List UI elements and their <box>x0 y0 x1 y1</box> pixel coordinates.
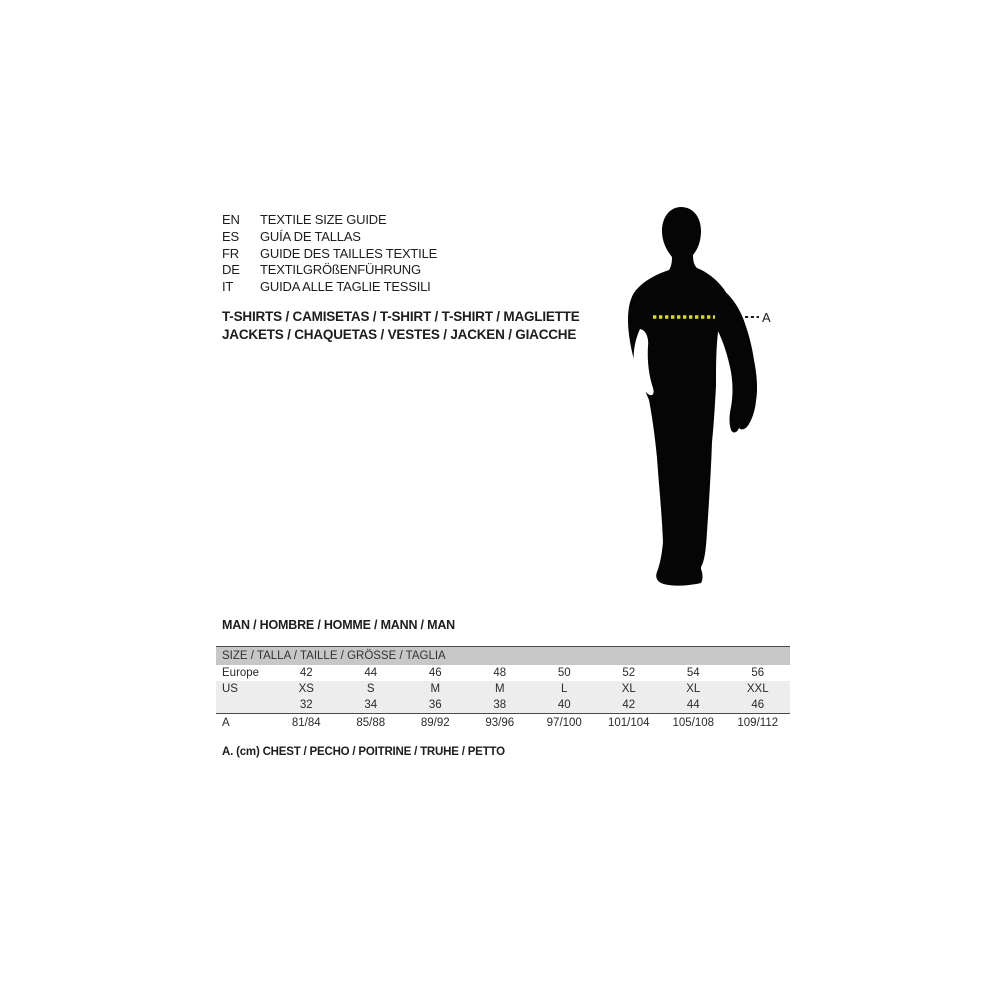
table-row-numeric <box>216 697 790 713</box>
cell: 44 <box>686 698 700 711</box>
language-code: FR <box>222 245 239 261</box>
size-table <box>216 646 790 732</box>
cell: M <box>494 683 505 695</box>
row-label <box>216 697 274 713</box>
cell: 44 <box>364 667 378 679</box>
cell: XL <box>686 683 701 695</box>
cell: 48 <box>493 667 507 679</box>
table-row-us <box>216 681 790 697</box>
language-label: GUÍA DE TALLAS <box>260 228 361 244</box>
category-line-jackets: JACKETS / CHAQUETAS / VESTES / JACKEN / GIACCHE <box>222 327 577 342</box>
cell: 93/96 <box>468 713 533 732</box>
man-silhouette-svg <box>600 190 820 610</box>
language-row-en <box>222 212 437 229</box>
cell: 56 <box>751 667 765 679</box>
cell: 89/92 <box>403 713 468 732</box>
language-code: DE <box>222 262 240 278</box>
language-label: GUIDE DES TAILLES TEXTILE <box>260 245 438 261</box>
cell: 32 <box>299 698 313 711</box>
cell: 42 <box>299 667 313 679</box>
language-row-es <box>222 229 437 246</box>
cell: 46 <box>428 667 442 679</box>
cell: 34 <box>364 698 378 711</box>
size-table-header-row <box>216 647 790 666</box>
silhouette-right-arm <box>714 289 757 432</box>
row-label: US <box>222 683 238 695</box>
man-silhouette-figure <box>600 190 820 610</box>
cell: 97/100 <box>532 713 597 732</box>
cell: XL <box>621 683 636 695</box>
language-row-fr <box>222 246 437 263</box>
language-label: GUIDA ALLE TAGLIE TESSILI <box>260 279 431 295</box>
cell: XS <box>298 683 314 695</box>
cell: 81/84 <box>274 713 339 732</box>
cell: 54 <box>686 667 700 679</box>
cell: 42 <box>622 698 636 711</box>
cell: 36 <box>428 698 442 711</box>
row-label: A <box>216 713 274 732</box>
cell: M <box>430 683 441 695</box>
silhouette-body <box>628 207 729 586</box>
language-row-de <box>222 262 437 279</box>
language-label: TEXTILGRÖßENFÜHRUNG <box>260 262 421 278</box>
language-code: EN <box>222 212 240 227</box>
size-table-header: SIZE / TALLA / TAILLE / GRÖSSE / TAGLIA <box>216 647 790 666</box>
cell: 109/112 <box>726 713 791 732</box>
cell: L <box>561 683 568 695</box>
measurement-footnote: A. (cm) CHEST / PECHO / POITRINE / TRUHE / PETTO <box>222 746 505 758</box>
cell: 50 <box>557 667 571 679</box>
row-label: Europe <box>222 667 260 679</box>
cell: 85/88 <box>339 713 404 732</box>
language-label: TEXTILE SIZE GUIDE <box>260 212 387 227</box>
cell: S <box>366 683 375 695</box>
measure-label-a: A <box>762 310 771 325</box>
table-row-europe <box>216 665 790 681</box>
garment-categories <box>222 309 580 345</box>
cell: 101/104 <box>597 713 662 732</box>
language-row-it <box>222 279 437 296</box>
cell: 52 <box>622 667 636 679</box>
cell: 46 <box>751 698 765 711</box>
cell: 40 <box>557 698 571 711</box>
table-row-chest-a <box>216 713 790 732</box>
language-list <box>222 212 437 296</box>
language-code: ES <box>222 228 239 244</box>
cell: XXL <box>746 683 769 695</box>
language-code: IT <box>222 279 234 295</box>
cell: 38 <box>493 698 507 711</box>
section-title-man: MAN / HOMBRE / HOMME / MANN / MAN <box>222 618 455 632</box>
cell: 105/108 <box>661 713 726 732</box>
category-line-tshirts: T-SHIRTS / CAMISETAS / T-SHIRT / T-SHIRT / MAGLIETTE <box>222 309 580 324</box>
